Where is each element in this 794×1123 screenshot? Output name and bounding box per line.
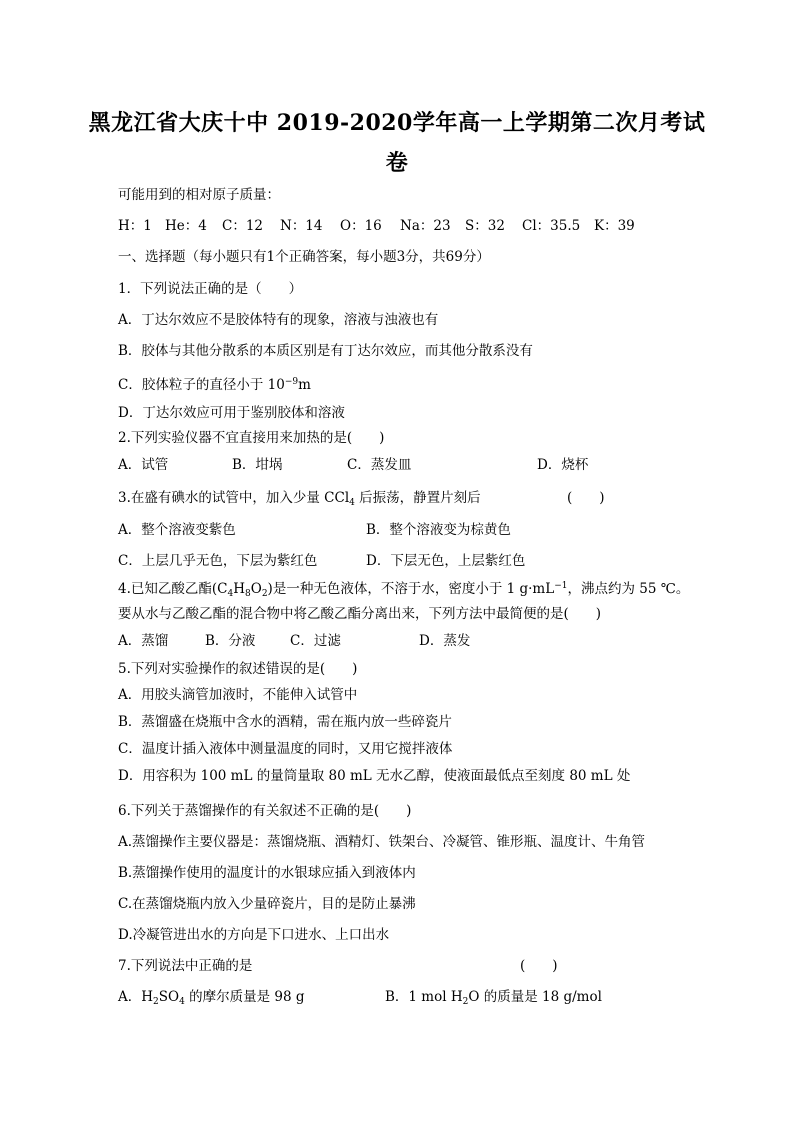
- exam-title-line2: 卷: [385, 150, 409, 176]
- q3-answer-bracket: ( ): [567, 490, 605, 506]
- q3-option-a: A．整个溶液变紫色: [118, 522, 236, 538]
- q1-option-c: C．胶体粒子的直径小于 $10^{-9}m$: [118, 377, 311, 393]
- q3-stem: 3.在盛有碘水的试管中，加入少量 CCl$_4$ 后振荡，静置片刻后: [118, 490, 481, 508]
- q4-option-d: D．蒸发: [419, 633, 471, 649]
- atomic-mass-h: H：1: [118, 218, 152, 234]
- atomic-mass-na: Na：23: [400, 218, 451, 234]
- q5-option-b: B．蒸馏盛在烧瓶中含水的酒精，需在瓶内放一些碎瓷片: [118, 714, 452, 730]
- atomic-mass-n: N：14: [280, 218, 323, 234]
- q5-option-d: D．用容积为 100 mL 的量筒量取 80 mL 无水乙醇，使液面最低点至刻度 80 mL 处: [118, 768, 631, 784]
- q4-stem-line1: 4.已知乙酸乙酯$(C_4H_8O_2)$是一种无色液体，不溶于水，密度小于 1 $g\cdot mL^{-1}$，沸点约为 55 ℃。: [118, 581, 690, 599]
- q4-option-c: C．过滤: [290, 633, 341, 649]
- atomic-mass-he: He：4: [165, 218, 207, 234]
- q4-option-b: B．分液: [205, 633, 256, 649]
- q6-option-d: D.冷凝管进出水的方向是下口进水、上口出水: [118, 927, 390, 943]
- q7-answer-bracket: ( ): [520, 958, 558, 974]
- q4-option-a: A．蒸馏: [118, 633, 169, 649]
- atomic-mass-cl: Cl：35.5: [522, 218, 581, 234]
- q6-option-b: B.蒸馏操作使用的温度计的水银球应插入到液体内: [118, 865, 416, 881]
- q2-option-d: D．烧杯: [537, 457, 589, 473]
- q1-option-a: A．丁达尔效应不是胶体特有的现象，溶液与浊液也有: [118, 312, 439, 328]
- q3-option-c: C．上层几乎无色，下层为紫红色: [118, 553, 318, 569]
- atomic-mass-o: O：16: [340, 218, 382, 234]
- q2-option-b: B．坩埚: [232, 457, 283, 473]
- q6-option-a: A.蒸馏操作主要仪器是：蒸馏烧瓶、酒精灯、铁架台、冷凝管、锥形瓶、温度计、牛角管: [118, 834, 646, 850]
- section-heading: 一、选择题（每小题只有1个正确答案，每小题3分，共69分）: [118, 249, 490, 265]
- exam-title-line1: 黑龙江省大庆十中 2019-2020学年高一上学期第二次月考试: [88, 110, 706, 136]
- q7-option-a: A．$H_2SO_4$ 的摩尔质量是 98 g: [118, 989, 305, 1007]
- q5-stem: 5.下列对实验操作的叙述错误的是( ): [118, 661, 358, 677]
- atomic-mass-k: K：39: [594, 218, 635, 234]
- q1-option-b: B．胶体与其他分散系的本质区别是有丁达尔效应，而其他分散系没有: [118, 343, 533, 359]
- q2-option-c: C．蒸发皿: [347, 457, 412, 473]
- q2-option-a: A．试管: [118, 457, 169, 473]
- q1-option-d: D．丁达尔效应可用于鉴别胶体和溶液: [118, 405, 345, 421]
- q3-option-d: D．下层无色，上层紫红色: [366, 553, 526, 569]
- q5-option-c: C．温度计插入液体中测量温度的同时，又用它搅拌液体: [118, 741, 453, 757]
- q5-option-a: A．用胶头滴管加液时，不能伸入试管中: [118, 687, 358, 703]
- atomic-mass-s: S：32: [465, 218, 505, 234]
- q3-option-b: B．整个溶液变为棕黄色: [366, 522, 511, 538]
- q2-stem: 2.下列实验仪器不宜直接用来加热的是( ): [118, 430, 385, 446]
- q4-stem-line2: 要从水与乙酸乙酯的混合物中将乙酸乙酯分离出来，下列方法中最简便的是( ): [118, 606, 602, 622]
- atomic-mass-heading: 可能用到的相对原子质量：: [118, 187, 280, 203]
- atomic-mass-c: C：12: [222, 218, 264, 234]
- q7-stem: 7.下列说法中正确的是: [118, 958, 253, 974]
- q6-stem: 6.下列关于蒸馏操作的有关叙述不正确的是( ): [118, 803, 412, 819]
- q1-stem: 1．下列说法正确的是（ ）: [118, 281, 303, 297]
- q7-option-b: B．1 mol $H_2O$ 的质量是 18 g/mol: [385, 989, 602, 1007]
- q6-option-c: C.在蒸馏烧瓶内放入少量碎瓷片，目的是防止暴沸: [118, 896, 416, 912]
